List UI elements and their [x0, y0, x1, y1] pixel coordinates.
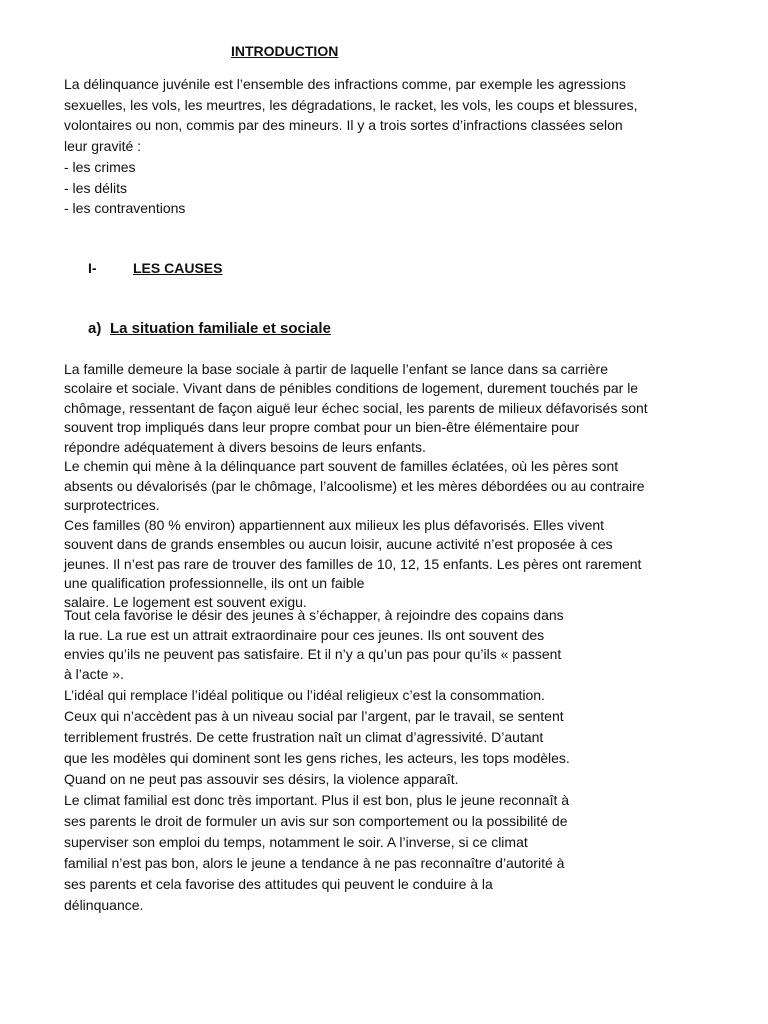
text-line: leur gravité :	[64, 138, 142, 155]
text-line: que les modèles qui dominent sont les gens riches, les acteurs, les tops modèles.	[64, 750, 570, 766]
document-title: INTRODUCTION	[231, 43, 339, 59]
list-item-delits: - les délits	[64, 179, 128, 196]
text-line: ses parents et cela favorise des attitudes qui peuvent le conduire à la	[64, 876, 493, 892]
text-line: volontaires ou non, commis par des mineurs. Il y a trois sortes d’infractions classées selon	[64, 117, 623, 134]
section-heading: LES CAUSES	[133, 260, 223, 276]
text-line: souvent dans de grands ensembles ou aucun loisir, aucune activité n’est proposée à ces	[64, 536, 613, 553]
body-paragraph-consumption	[64, 685, 570, 916]
body-paragraph-street	[64, 606, 564, 684]
text-line: Ceux qui n’accèdent pas à un niveau social par l’argent, par le travail, se sentent	[64, 708, 564, 724]
text-line: jeunes. Il n’est pas rare de trouver des familles de 10, 12, 15 enfants. Les pères ont rarement	[64, 555, 642, 572]
text-line: chômage, ressentant de façon aiguë leur échec social, les parents de milieux défavorisés sont	[64, 399, 648, 416]
text-line: La famille demeure la base sociale à partir de laquelle l’enfant se lance dans sa carrière	[64, 361, 608, 377]
text-line: scolaire et sociale. Vivant dans de pénibles conditions de logement, durement touchés par le	[64, 380, 639, 397]
subsection-heading: La situation familiale et sociale	[110, 320, 331, 337]
text-line: sexuelles, les vols, les meurtres, les dégradations, le racket, les vols, les coups et blessures,	[64, 96, 638, 113]
text-line: souvent trop impliqués dans leur propre combat pour un bien-être élémentaire pour	[64, 419, 580, 436]
text-line: la rue. La rue est un attrait extraordinaire pour ces jeunes. Ils ont souvent des	[64, 626, 545, 643]
text-line: une qualification professionnelle, ils ont un faible	[64, 574, 365, 591]
text-line: répondre adéquatement à divers besoins de leurs enfants.	[64, 438, 426, 455]
text-line: Quand on ne peut pas assouvir ses désirs, la violence apparaît.	[64, 771, 459, 787]
text-line: familial n’est pas bon, alors le jeune a tendance à ne pas reconnaître d’autorité à	[64, 855, 565, 871]
intro-paragraph	[64, 74, 637, 219]
text-line: envies qu’ils ne peuvent pas satisfaire. Et il n’y a qu’un pas pour qu’ils « passent	[64, 646, 562, 663]
text-line: superviser son emploi du temps, notamment le soir. A l’inverse, si ce climat	[64, 834, 528, 850]
text-line: Le climat familial est donc très important. Plus il est bon, plus le jeune reconnaît à	[64, 792, 570, 808]
list-item-crimes: - les crimes	[64, 158, 136, 175]
text-line: salaire. Le logement est souvent exigu.	[64, 594, 307, 611]
text-line: délinquance.	[64, 897, 144, 913]
text-line: L’idéal qui remplace l’idéal politique ou l’idéal religieux c’est la consommation.	[64, 687, 545, 703]
text-line: Le chemin qui mène à la délinquance part souvent de familles éclatées, où les pères sont	[64, 458, 619, 475]
subsection-letter: a)	[88, 320, 102, 337]
list-item-contraventions: - les contraventions	[64, 200, 186, 217]
text-line: Ces familles (80 % environ) appartiennent aux milieux les plus défavorisés. Elles vivent	[64, 516, 605, 533]
section-number: I-	[88, 260, 97, 276]
text-line: à l’acte ».	[64, 665, 124, 682]
text-line: absents ou dévalorisés (par le chômage, l’alcoolisme) et les mères débordées ou au contraire	[64, 477, 645, 494]
text-line: ses parents le droit de formuler un avis sur son comportement ou la possibilité de	[64, 813, 568, 829]
body-paragraph-family	[64, 360, 648, 613]
text-line: La délinquance juvénile est l’ensemble des infractions comme, par exemple les agressions	[64, 76, 626, 92]
text-line: surprotectrices.	[64, 497, 160, 514]
text-line: Tout cela favorise le désir des jeunes à s’échapper, à rejoindre des copains dans	[64, 607, 564, 623]
text-line: terriblement frustrés. De cette frustration naît un climat d’agressivité. D’autant	[64, 729, 544, 745]
